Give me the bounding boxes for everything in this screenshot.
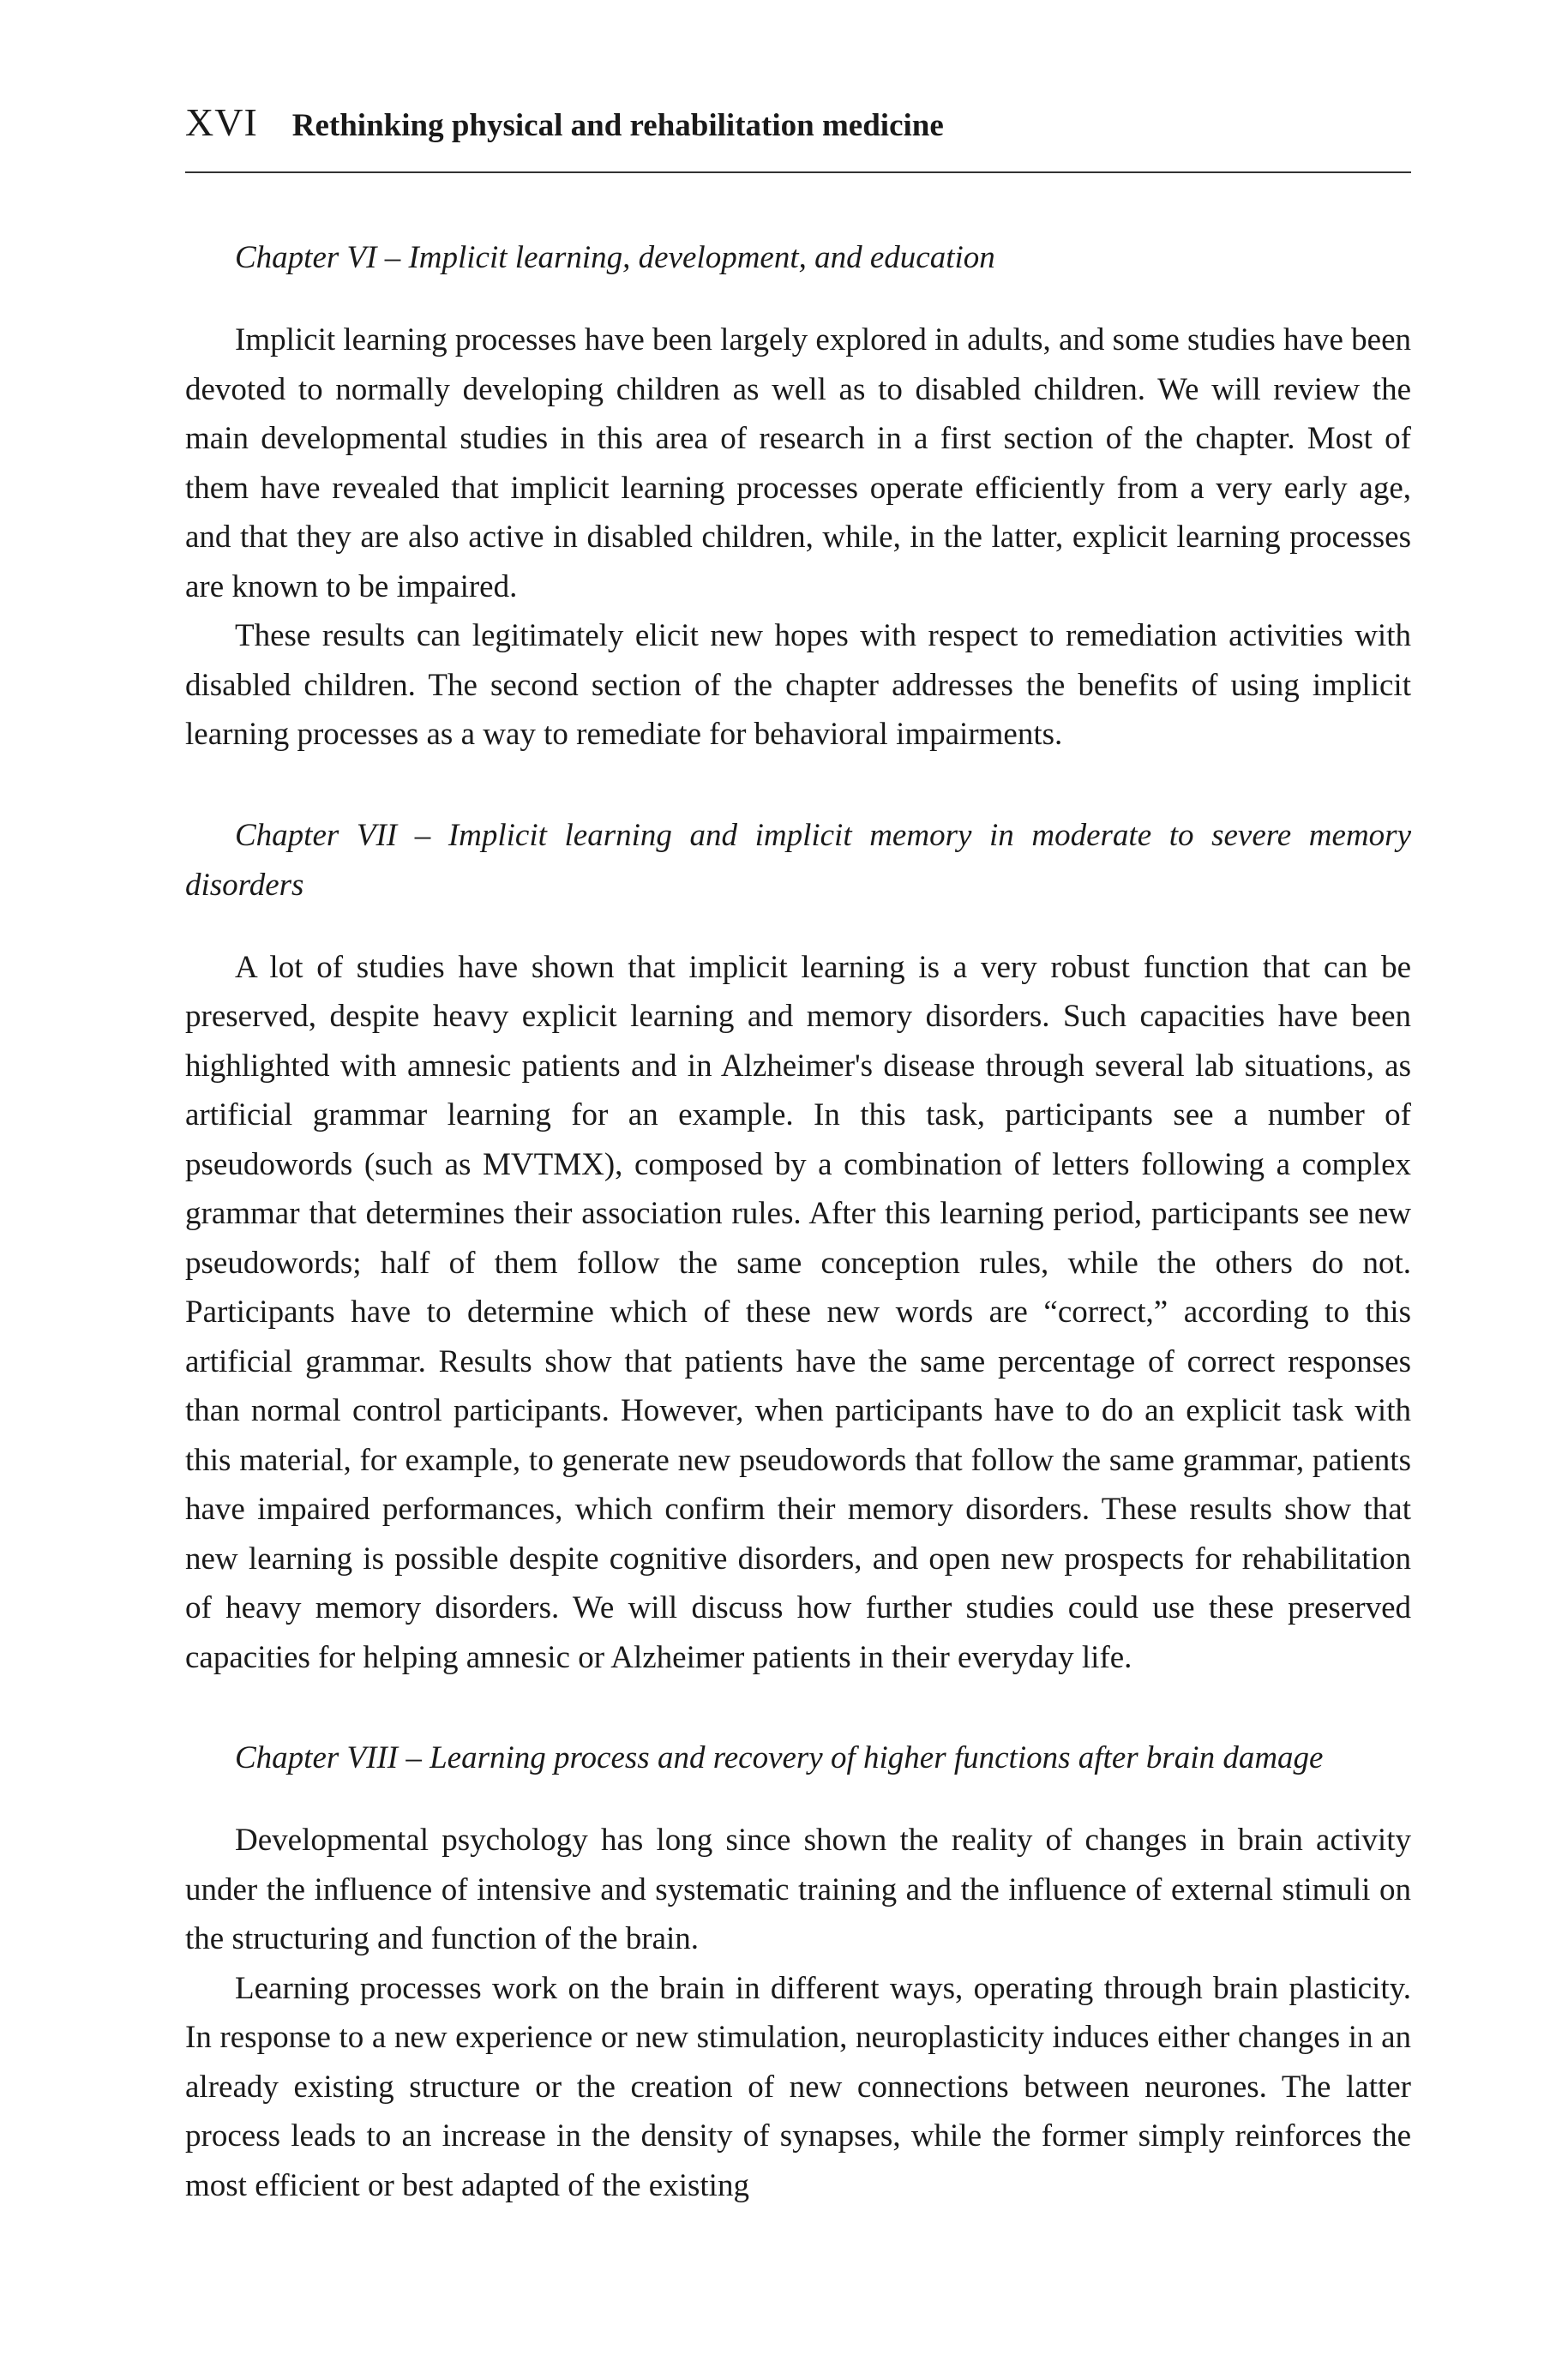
chapter-heading: Chapter VI – Implicit learning, development, and education [235, 240, 995, 275]
page-body [185, 233, 1411, 2210]
body-paragraph: These results can legitimately elicit new hopes with respect to remediation activities with disabled children. The second section of the chapter addresses the benefits of using implicit learning processes as a way to remediate for behavioral impairments. [185, 618, 1411, 752]
chapter-heading: Chapter VIII – Learning process and recovery of higher functions after brain damage [235, 1740, 1324, 1775]
chapter-8-section [185, 1733, 1411, 2210]
body-paragraph: Implicit learning processes have been largely explored in adults, and some studies have been devoted to normally developing children as well as to disabled children. We will review the main developmental studies in this area of research in a first section of the chapter. Most of them have revealed that implicit learning processes operate efficiently from a very early age, and that they are also active in disabled children, while, in the latter, explicit learning processes are known to be impaired. [185, 322, 1411, 604]
page-number: XVI [185, 100, 258, 144]
book-page [185, 94, 1411, 2262]
body-paragraph: A lot of studies have shown that implicit learning is a very robust function that can be preserved, despite heavy explicit learning and memory disorders. Such capacities have been highlighted with amnesic patients and in Alzheimer's disease through several lab situations, as artificial grammar learning for an example. In this task, participants see a number of pseudowords (such as MVTMX), composed by a combination of letters following a complex grammar that determines their association rules. After this learning period, participants see new pseudowords; half of them follow the same conception rules, while the others do not. Participants have to determine which of these new words are “correct,” according to this artificial grammar. Results show that patients have the same percentage of correct responses than normal control participants. However, when participants have to do an explicit task with this material, for example, to generate new pseudowords that follow the same grammar, patients have impaired performances, which confirm their memory disorders. These results show that new learning is possible despite cognitive disorders, and open new prospects for rehabilitation of heavy memory disorders. We will discuss how further studies could use these preserved capacities for helping amnesic or Alzheimer patients in their everyday life. [185, 949, 1411, 1675]
running-header [185, 94, 1411, 173]
chapter-heading: Chapter VII – Implicit learning and implicit memory in moderate to severe memory disorders [185, 817, 1411, 903]
chapter-6-section [185, 233, 1411, 760]
body-paragraph: Learning processes work on the brain in different ways, operating through brain plasticity. In response to a new experience or new stimulation, neuroplasticity induces either changes in an already existing structure or the creation of new connections between neurones. The latter process leads to an increase in the density of synapses, while the former simply reinforces the most efficient or best adapted of the existing [185, 1970, 1411, 2203]
body-paragraph: Developmental psychology has long since shown the reality of changes in brain activity under the influence of intensive and systematic training and the influence of external stimuli on the structuring and function of the brain. [185, 1823, 1411, 1956]
running-title: Rethinking physical and rehabilitation medicine [291, 108, 944, 143]
chapter-7-section [185, 811, 1411, 1683]
